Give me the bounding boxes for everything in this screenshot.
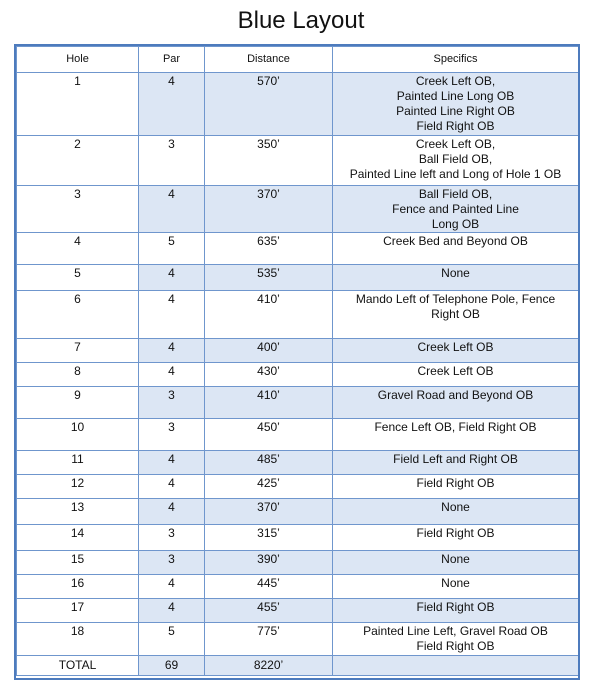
table-row — [17, 363, 579, 387]
table-row — [17, 339, 579, 363]
total-par: 69 — [139, 656, 205, 676]
table-row — [17, 233, 579, 265]
distance-cell: 400’ — [205, 339, 333, 363]
total-row — [17, 656, 579, 676]
par-cell: 3 — [139, 551, 205, 575]
specifics-cell: Painted Line Left, Gravel Road OB Field Right OB — [333, 623, 579, 656]
table-row — [17, 525, 579, 551]
distance-cell: 430’ — [205, 363, 333, 387]
hole-cell: 9 — [17, 387, 139, 419]
hole-cell: 2 — [17, 136, 139, 186]
header-par: Par — [139, 47, 205, 73]
specifics-cell: Field Right OB — [333, 525, 579, 551]
total-specifics — [333, 656, 579, 676]
specifics-cell: Gravel Road and Beyond OB — [333, 387, 579, 419]
table-row — [17, 451, 579, 475]
specifics-cell: None — [333, 265, 579, 291]
par-cell: 3 — [139, 419, 205, 451]
specifics-cell: Creek Left OB — [333, 363, 579, 387]
distance-cell: 775’ — [205, 623, 333, 656]
par-cell: 4 — [139, 265, 205, 291]
total-label: TOTAL — [17, 656, 139, 676]
distance-cell: 315’ — [205, 525, 333, 551]
par-cell: 3 — [139, 136, 205, 186]
par-cell: 3 — [139, 387, 205, 419]
table-row — [17, 419, 579, 451]
header-hole: Hole — [17, 47, 139, 73]
specifics-cell: Fence Left OB, Field Right OB — [333, 419, 579, 451]
hole-cell: 12 — [17, 475, 139, 499]
par-cell: 4 — [139, 339, 205, 363]
header-specifics: Specifics — [333, 47, 579, 73]
specifics-cell: None — [333, 499, 579, 525]
table-row — [17, 186, 579, 233]
par-cell: 3 — [139, 525, 205, 551]
hole-cell: 18 — [17, 623, 139, 656]
hole-cell: 7 — [17, 339, 139, 363]
hole-cell: 15 — [17, 551, 139, 575]
hole-cell: 17 — [17, 599, 139, 623]
table-row — [17, 291, 579, 339]
hole-cell: 4 — [17, 233, 139, 265]
specifics-cell: Creek Left OB, Ball Field OB, Painted Line left and Long of Hole 1 OB — [333, 136, 579, 186]
specifics-cell: Ball Field OB, Fence and Painted Line Long OB — [333, 186, 579, 233]
distance-cell: 370’ — [205, 499, 333, 525]
total-distance: 8220’ — [205, 656, 333, 676]
distance-cell: 455’ — [205, 599, 333, 623]
distance-cell: 450’ — [205, 419, 333, 451]
distance-cell: 370’ — [205, 186, 333, 233]
par-cell: 4 — [139, 575, 205, 599]
par-cell: 4 — [139, 475, 205, 499]
table-row — [17, 73, 579, 136]
distance-cell: 445’ — [205, 575, 333, 599]
par-cell: 4 — [139, 451, 205, 475]
hole-cell: 1 — [17, 73, 139, 136]
distance-cell: 635’ — [205, 233, 333, 265]
specifics-cell: Creek Bed and Beyond OB — [333, 233, 579, 265]
par-cell: 4 — [139, 599, 205, 623]
hole-cell: 3 — [17, 186, 139, 233]
par-cell: 5 — [139, 623, 205, 656]
hole-cell: 8 — [17, 363, 139, 387]
table-row — [17, 499, 579, 525]
table-row — [17, 599, 579, 623]
par-cell: 4 — [139, 363, 205, 387]
specifics-cell: Creek Left OB — [333, 339, 579, 363]
distance-cell: 410’ — [205, 291, 333, 339]
par-cell: 4 — [139, 186, 205, 233]
hole-cell: 6 — [17, 291, 139, 339]
specifics-cell: None — [333, 575, 579, 599]
distance-cell: 390’ — [205, 551, 333, 575]
hole-cell: 14 — [17, 525, 139, 551]
table-row — [17, 387, 579, 419]
hole-cell: 5 — [17, 265, 139, 291]
course-layout-table-container — [14, 44, 580, 680]
specifics-cell: Field Right OB — [333, 475, 579, 499]
specifics-cell: Mando Left of Telephone Pole, Fence Right OB — [333, 291, 579, 339]
table-header-row — [17, 47, 579, 73]
course-layout-table — [16, 46, 579, 676]
specifics-cell: None — [333, 551, 579, 575]
par-cell: 4 — [139, 73, 205, 136]
table-body — [17, 73, 579, 676]
page-title: Blue Layout — [237, 7, 365, 34]
distance-cell: 570’ — [205, 73, 333, 136]
hole-cell: 16 — [17, 575, 139, 599]
distance-cell: 410’ — [205, 387, 333, 419]
par-cell: 4 — [139, 499, 205, 525]
table-row — [17, 551, 579, 575]
distance-cell: 485’ — [205, 451, 333, 475]
table-row — [17, 265, 579, 291]
table-row — [17, 575, 579, 599]
table-row — [17, 475, 579, 499]
par-cell: 4 — [139, 291, 205, 339]
par-cell: 5 — [139, 233, 205, 265]
distance-cell: 535’ — [205, 265, 333, 291]
table-row — [17, 136, 579, 186]
hole-cell: 11 — [17, 451, 139, 475]
distance-cell: 425’ — [205, 475, 333, 499]
distance-cell: 350’ — [205, 136, 333, 186]
specifics-cell: Creek Left OB, Painted Line Long OB Painted Line Right OB Field Right OB — [333, 73, 579, 136]
hole-cell: 10 — [17, 419, 139, 451]
specifics-cell: Field Right OB — [333, 599, 579, 623]
table-row — [17, 623, 579, 656]
header-distance: Distance — [205, 47, 333, 73]
hole-cell: 13 — [17, 499, 139, 525]
specifics-cell: Field Left and Right OB — [333, 451, 579, 475]
